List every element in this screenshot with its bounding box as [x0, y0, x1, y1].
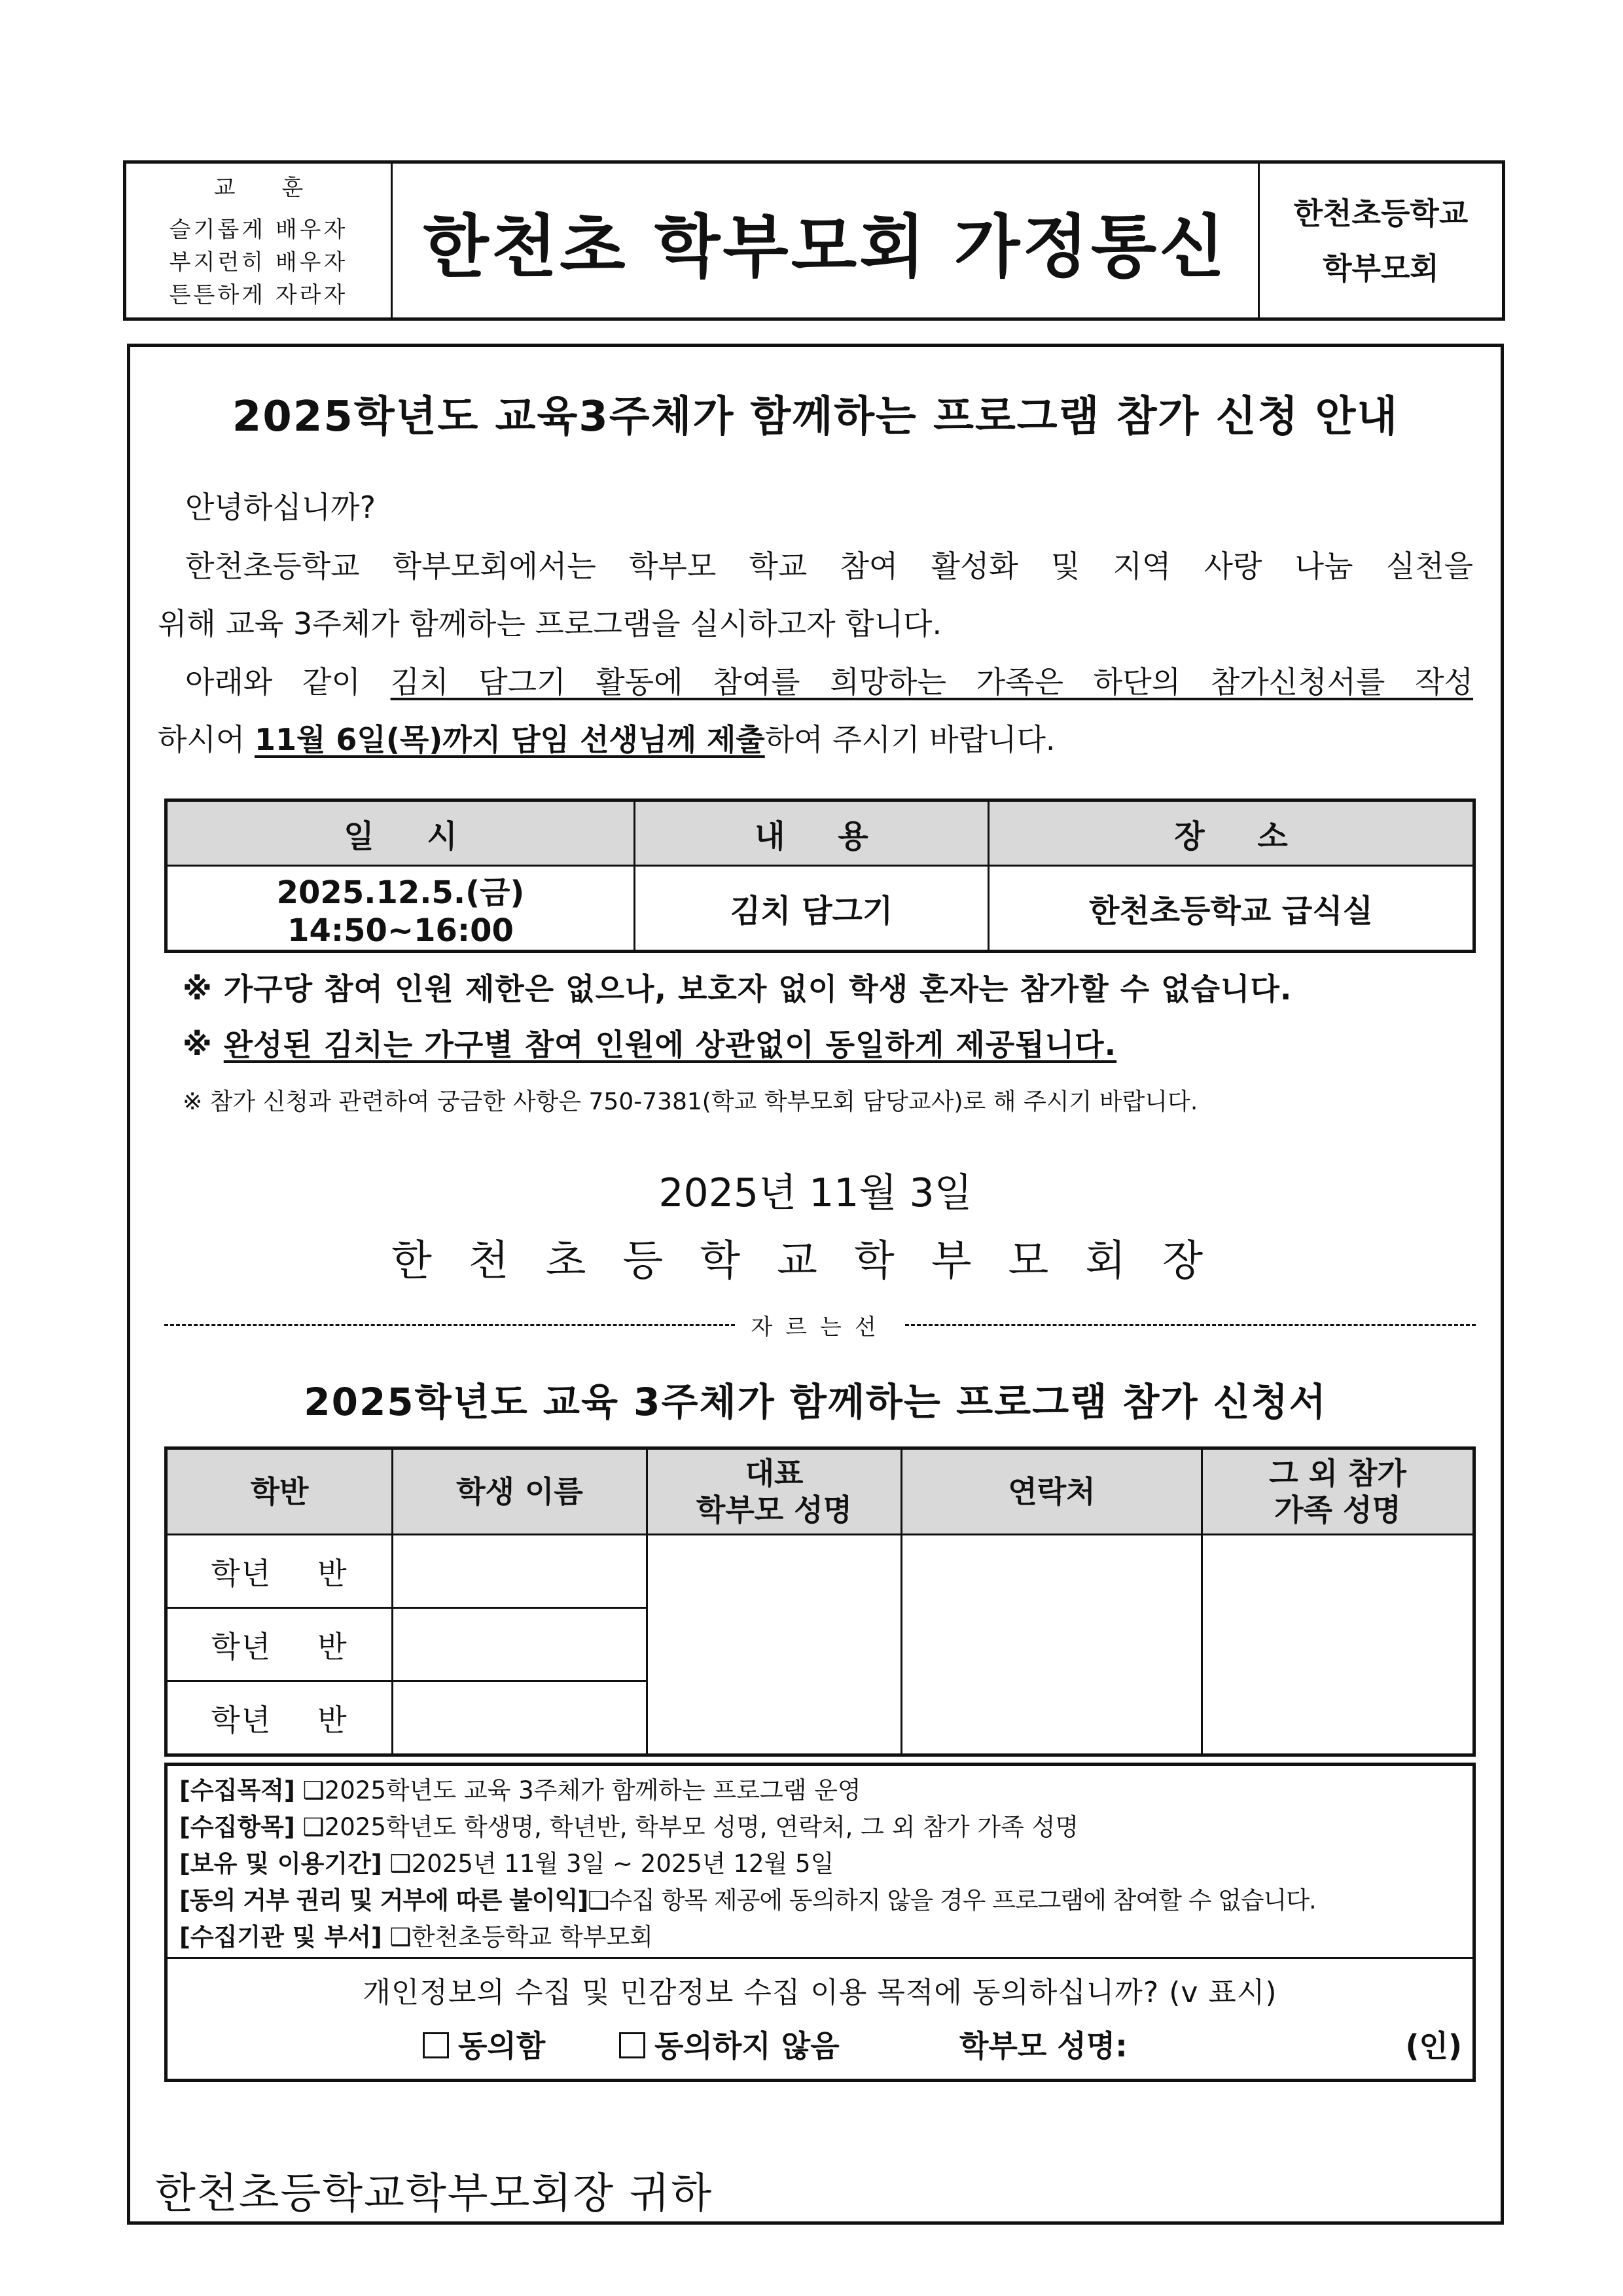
event-content: 김치 담그기 — [635, 866, 989, 952]
note-contact: ※ 참가 신청과 관련하여 궁금한 사항은 750-7381(학교 학부모회 담당교사)로 해 주시기 바랍니다. — [183, 1088, 1198, 1115]
notice-title: 2025학년도 교육3주체가 함께하는 프로그램 참가 신청 안내 — [232, 393, 1399, 441]
deadline-text: 11월 6일(목)까지 담임 선생님께 제출 — [254, 722, 765, 757]
event-place: 한천초등학교 급식실 — [989, 866, 1474, 952]
dashed-line — [164, 1324, 735, 1326]
disagree-option[interactable]: 동의하지 않음 — [619, 2022, 840, 2066]
greeting: 안녕하십니까? — [185, 490, 376, 525]
dashed-line — [905, 1324, 1476, 1326]
privacy-item-fields: [수집항목] ❑2025학년도 학생명, 학년반, 학부모 성명, 연락처, 그 외 참가 가족 성명 — [179, 1813, 1079, 1841]
column-header-other-family: 그 외 참가 가족 성명 — [1202, 1448, 1474, 1535]
column-header-student-name: 학생 이름 — [393, 1448, 647, 1535]
cut-line — [164, 1309, 1476, 1341]
letterhead — [123, 160, 1505, 321]
motto-line: 슬기롭게 배우자 — [169, 217, 348, 243]
application-table — [164, 1446, 1476, 1757]
table-header-row — [166, 1448, 1474, 1535]
other-family-cell[interactable] — [1202, 1535, 1474, 1755]
note-mark: ※ — [183, 1027, 224, 1062]
student-name-cell[interactable] — [393, 1608, 647, 1681]
column-header-place: 장 소 — [989, 800, 1474, 866]
student-name-cell[interactable] — [393, 1535, 647, 1608]
paragraph-text: 하시어 — [158, 722, 255, 757]
column-header-parent-name: 대표 학부모 성명 — [647, 1448, 902, 1535]
org-department: 학부모회 — [1323, 250, 1439, 286]
table-row — [166, 866, 1474, 952]
contact-cell[interactable] — [902, 1535, 1202, 1755]
class-cell[interactable]: 학년 반 — [166, 1535, 393, 1608]
issuing-organization — [1258, 164, 1502, 317]
body-paragraph-2-line-1 — [158, 662, 1473, 702]
privacy-item-period: [보유 및 이용기간] ❑2025년 11월 3일 ~ 2025년 12월 5일 — [179, 1850, 834, 1878]
issue-date: 2025년 11월 3일 — [658, 1170, 972, 1216]
motto-line: 튼튼하게 자라자 — [169, 282, 348, 308]
column-header-class: 학반 — [166, 1448, 393, 1535]
agree-option[interactable]: 동의함 — [423, 2022, 545, 2066]
notice-frame — [127, 344, 1504, 2225]
event-datetime: 2025.12.5.(금) 14:50~16:00 — [166, 866, 635, 952]
paragraph-text: 하여 주시기 바랍니다. — [764, 722, 1056, 757]
column-header-content: 내 용 — [635, 800, 989, 866]
application-form-title: 2025학년도 교육 3주체가 함께하는 프로그램 참가 신청서 — [304, 1380, 1327, 1424]
privacy-item-agency: [수집기관 및 부서] ❑한천초등학교 학부모회 — [179, 1923, 653, 1951]
parent-signature-label: 학부모 성명: — [959, 2028, 1128, 2064]
motto-line: 부지런히 배우자 — [169, 249, 348, 276]
motto-title: 교 훈 — [213, 175, 323, 201]
paragraph-text: 아래와 같이 — [185, 664, 391, 700]
underlined-text: 김치 담그기 활동에 참여를 희망하는 가족은 하단의 참가신청서를 작성 — [390, 664, 1473, 700]
checkbox-icon[interactable] — [619, 2032, 645, 2058]
org-name: 한천초등학교 — [1293, 195, 1469, 231]
cut-line-label: 자르는선 — [751, 1314, 889, 1340]
seal-mark: (인) — [1405, 2028, 1462, 2064]
signer: 한천초등학교학부모회장 — [391, 1237, 1240, 1285]
privacy-item-refusal: [동의 거부 권리 및 거부에 따른 불이익]❑수집 항목 제공에 동의하지 않을 경우 프로그램에 참여할 수 없습니다. — [179, 1886, 1316, 1914]
divider — [168, 1957, 1472, 1959]
checkbox-icon[interactable] — [423, 2032, 449, 2058]
addressee: 한천초등학교학부모회장 귀하 — [155, 2170, 713, 2218]
class-cell[interactable]: 학년 반 — [166, 1681, 393, 1755]
consent-question: 개인정보의 수집 및 민감정보 수집 이용 목적에 동의하십니까? (v 표시) — [363, 1976, 1277, 2009]
table-row — [166, 1535, 1474, 1608]
table-header-row — [166, 800, 1474, 866]
column-header-contact: 연락처 — [902, 1448, 1202, 1535]
note-participation: ※ 가구당 참여 인원 제한은 없으나, 보호자 없이 학생 혼자는 참가할 수 없습니다. — [183, 971, 1293, 1007]
column-header-datetime: 일 시 — [166, 800, 635, 866]
student-name-cell[interactable] — [393, 1681, 647, 1755]
event-table — [164, 798, 1476, 953]
note-kimchi — [183, 1021, 1116, 1064]
body-paragraph-2-line-2 — [158, 720, 1473, 759]
privacy-consent-box — [164, 1763, 1476, 2082]
privacy-items — [179, 1772, 1466, 1956]
class-cell[interactable]: 학년 반 — [166, 1608, 393, 1681]
newsletter-title: 한천초 학부모회 가정통신 — [423, 206, 1228, 287]
parent-name-cell[interactable] — [647, 1535, 902, 1755]
body-paragraph-1-line-2: 위해 교육 3주체가 함께하는 프로그램을 실시하고자 합니다. — [158, 606, 942, 641]
note-kimchi-text: 완성된 김치는 가구별 참여 인원에 상관없이 동일하게 제공됩니다. — [223, 1027, 1117, 1062]
body-paragraph-1-line-1: 한천초등학교 학부모회에서는 학부모 학교 참여 활성화 및 지역 사랑 나눔 실천을 — [185, 548, 1473, 584]
privacy-item-purpose: [수집목적] ❑2025학년도 교육 3주체가 함께하는 프로그램 운영 — [179, 1776, 861, 1804]
school-motto — [126, 164, 393, 317]
